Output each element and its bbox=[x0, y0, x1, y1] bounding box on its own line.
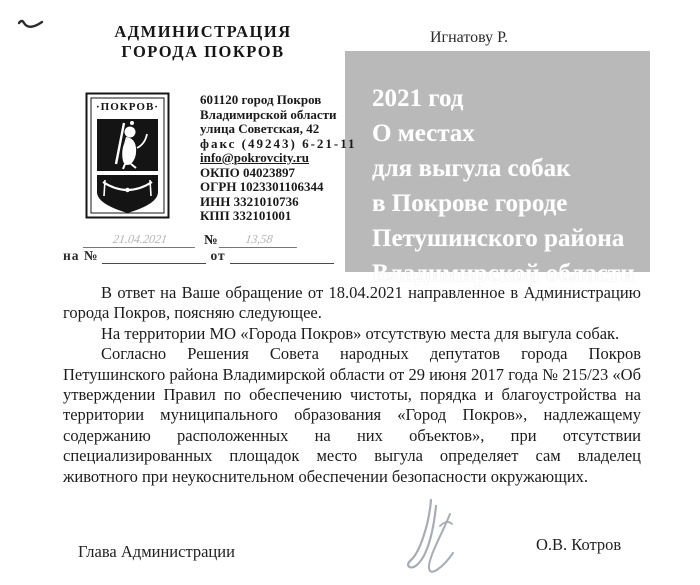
org-name-line2: ГОРОДА ПОКРОВ bbox=[121, 42, 285, 61]
reply-date-blank bbox=[230, 249, 334, 264]
okpo-line: ОКПО 04023897 bbox=[200, 164, 296, 180]
number-sign: № bbox=[204, 232, 218, 247]
subject-line: Петушинского района bbox=[372, 225, 625, 252]
signature-scribble bbox=[398, 496, 483, 584]
subject-line: для выгула собак bbox=[372, 155, 571, 182]
handwritten-date: 21.04.2021 bbox=[83, 231, 197, 248]
kpp-line: КПП 332101001 bbox=[200, 208, 292, 223]
address-line: улица Советская, 42 bbox=[200, 121, 320, 136]
body-paragraph: На территории МО «Города Покров» отсутствую места для выгула собак. bbox=[101, 323, 620, 343]
reply-from-label: от bbox=[210, 248, 226, 263]
reply-prefix: на № bbox=[63, 248, 99, 263]
reference-date-line bbox=[84, 228, 298, 248]
fax-line: факс (49243) 6-21-11 bbox=[200, 135, 357, 151]
org-header bbox=[92, 22, 314, 62]
email-text: info@pokrovcity.ru bbox=[200, 150, 310, 165]
reference-reply-line bbox=[63, 246, 334, 264]
subject-line: О местах bbox=[372, 120, 475, 147]
org-name-line1: АДМИНИСТРАЦИЯ bbox=[114, 22, 292, 41]
coat-of-arms bbox=[85, 92, 170, 219]
emblem-title: ·ПОКРОВ· bbox=[96, 101, 159, 113]
reply-number-blank bbox=[102, 249, 206, 264]
address-line: 601120 город Покров bbox=[200, 92, 322, 107]
pen-mark-icon bbox=[14, 14, 52, 36]
body-paragraph: В ответ на Ваше обращение от 18.04.2021 направленное в Администрацию города Покров, поясняю следующее. bbox=[63, 283, 641, 323]
letter-body bbox=[63, 283, 641, 487]
subject-overlay bbox=[345, 51, 650, 287]
handwritten-number: 13,58 bbox=[218, 231, 298, 248]
signer-title: Глава Администрации bbox=[78, 542, 235, 561]
ogrn-line: ОГРН 1023301106344 bbox=[200, 179, 324, 194]
subject-line: в Покрове городе bbox=[372, 190, 568, 217]
recipient-name: Игнатову Р. bbox=[430, 29, 509, 46]
subject-line: Владимирской области bbox=[372, 260, 635, 287]
subject-line: 2021 год bbox=[372, 85, 464, 112]
signer-name: О.В. Котров bbox=[536, 535, 622, 554]
address-line: Владимирской области bbox=[200, 106, 337, 122]
inn-line: ИНН 3321010736 bbox=[200, 193, 299, 209]
body-paragraph: Согласно Решения Совета народных депутатов города Покров Петушинского района Владимирской области от 29 июня 2017 года № 215/23 «Об утверждении Правил по обеспечению чистоты, порядка и благоустройства на территории муниципального образования «Город Покров», надлежащему содержанию расположенных на них объектов», при отсутствии специализированных площадок место выгула определяет сам владелец животного при неукоснительном обеспечении безопасности окружающих. bbox=[63, 344, 641, 486]
address-block bbox=[200, 93, 390, 224]
